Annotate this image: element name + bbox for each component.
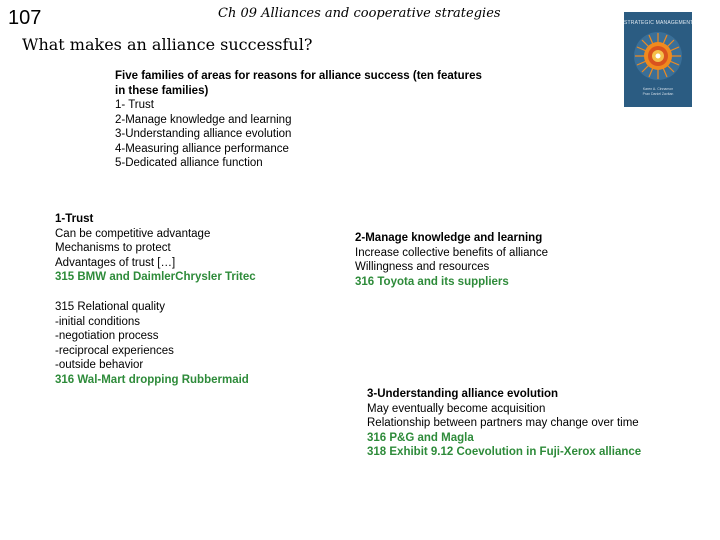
evolution-reference: 316 P&G and Magla bbox=[367, 431, 474, 444]
book-cover-image bbox=[624, 12, 692, 107]
trust-block bbox=[55, 212, 256, 285]
evolution-reference: 318 Exhibit 9.12 Coevolution in Fuji-Xerox alliance bbox=[367, 446, 642, 458]
relational-line: -reciprocal experiences bbox=[55, 344, 174, 357]
book-cover-title: STRATEGIC MANAGEMENT bbox=[624, 20, 694, 26]
book-cover-authors: Karen A. Cinnamon Pran Daniel Zavitan bbox=[642, 87, 674, 96]
family-item: 5-Dedicated alliance function bbox=[115, 157, 263, 169]
knowledge-line: Willingness and resources bbox=[355, 261, 490, 273]
intro-heading-line: Five families of areas for reasons for alliance success (ten features bbox=[115, 70, 482, 82]
intro-heading-line: in these families) bbox=[115, 84, 209, 97]
page-number: 107 bbox=[8, 7, 42, 29]
evolution-line: Relationship between partners may change over time bbox=[367, 417, 639, 429]
slide-title: What makes an alliance successful? bbox=[22, 35, 313, 54]
relational-line: 315 Relational quality bbox=[55, 301, 165, 313]
family-item: 3-Understanding alliance evolution bbox=[115, 128, 292, 140]
knowledge-reference: 316 Toyota and its suppliers bbox=[355, 275, 509, 288]
knowledge-line: Increase collective benefits of alliance bbox=[355, 246, 549, 259]
trust-reference: 315 BMW and DaimlerChrysler Tritec bbox=[55, 271, 256, 283]
family-item: 1- Trust bbox=[115, 99, 154, 111]
trust-heading: 1-Trust bbox=[55, 213, 94, 225]
family-item: 2-Manage knowledge and learning bbox=[115, 113, 292, 126]
trust-line: Can be competitive advantage bbox=[55, 227, 211, 240]
evolution-line: May eventually become acquisition bbox=[367, 402, 546, 415]
knowledge-block bbox=[355, 231, 548, 289]
relational-quality-block bbox=[55, 300, 249, 387]
relational-line: -outside behavior bbox=[55, 359, 144, 371]
relational-line: -initial conditions bbox=[55, 315, 141, 328]
knowledge-heading: 2-Manage knowledge and learning bbox=[355, 232, 543, 244]
evolution-heading: 3-Understanding alliance evolution bbox=[367, 388, 559, 400]
relational-line: -negotiation process bbox=[55, 330, 159, 342]
trust-line: Mechanisms to protect bbox=[55, 242, 171, 254]
family-item: 4-Measuring alliance performance bbox=[115, 142, 289, 155]
trust-line: Advantages of trust […] bbox=[55, 256, 176, 269]
chapter-title: Ch 09 Alliances and cooperative strategies bbox=[218, 6, 501, 21]
relational-reference: 316 Wal-Mart dropping Rubbermaid bbox=[55, 373, 249, 386]
evolution-block bbox=[367, 387, 641, 460]
intro-block bbox=[115, 69, 482, 171]
